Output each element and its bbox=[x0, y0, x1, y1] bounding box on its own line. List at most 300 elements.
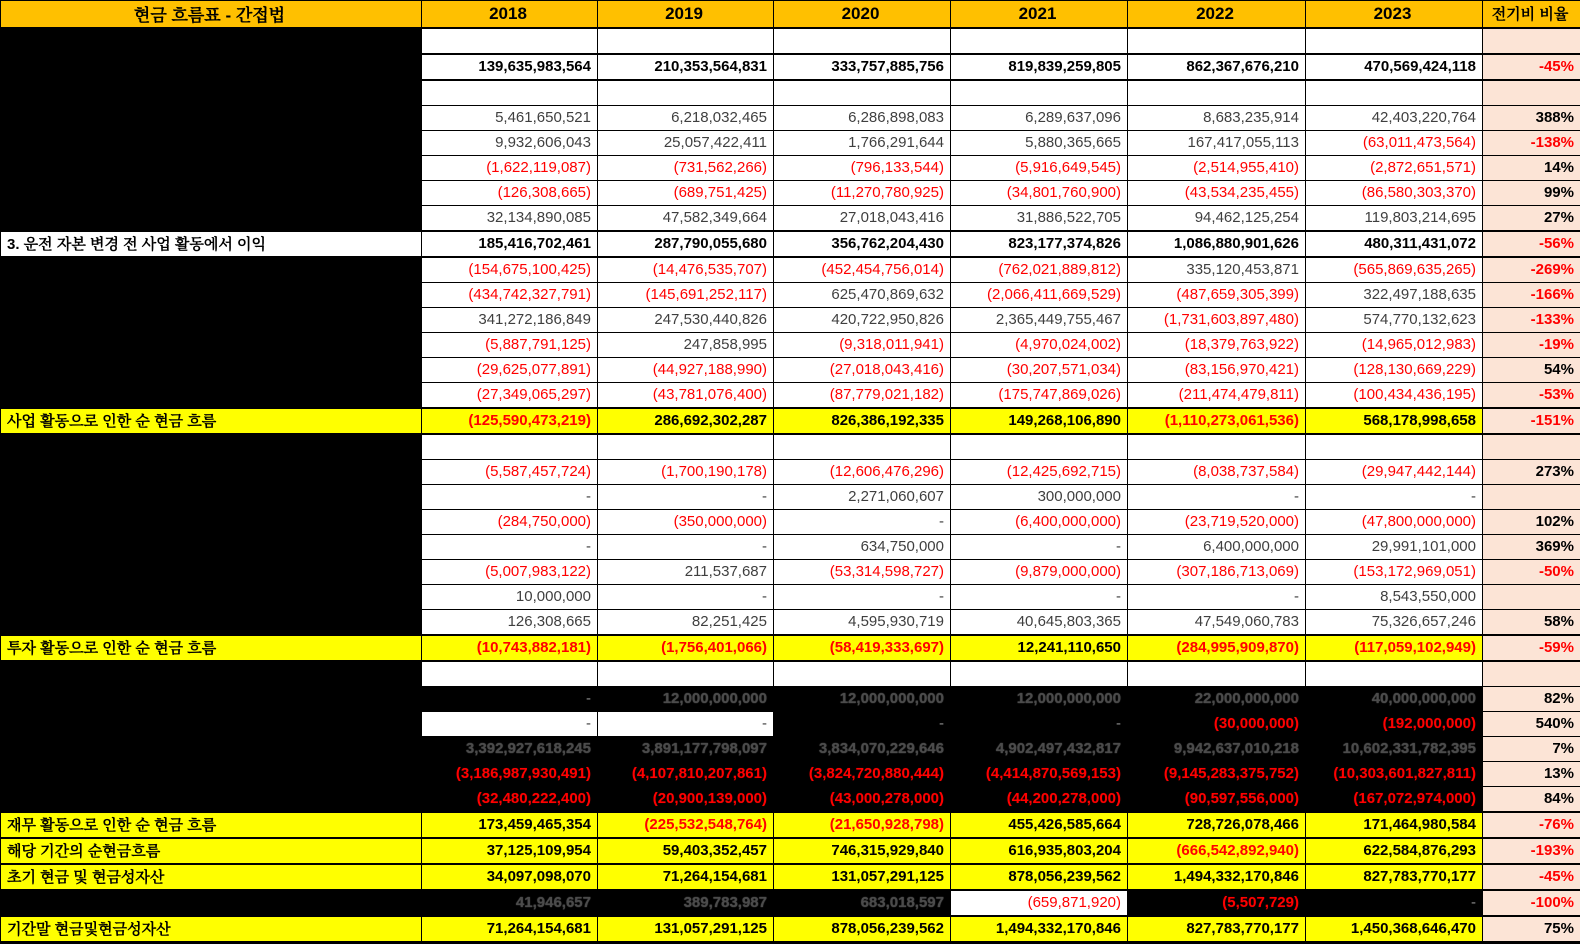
cell-2019[interactable] bbox=[598, 434, 774, 460]
cell-2023[interactable]: (153,172,969,051) bbox=[1306, 559, 1483, 584]
row-label[interactable] bbox=[1, 786, 422, 812]
cell-2023[interactable]: 574,770,132,623 bbox=[1306, 307, 1483, 332]
cell-2021[interactable]: 300,000,000 bbox=[951, 484, 1128, 509]
cell-2022[interactable]: 1,494,332,170,846 bbox=[1128, 864, 1306, 890]
row-label[interactable] bbox=[1, 54, 422, 80]
cell-2019[interactable]: 6,218,032,465 bbox=[598, 105, 774, 130]
cell-2021[interactable]: (34,801,760,900) bbox=[951, 180, 1128, 205]
cell-2022[interactable]: 6,400,000,000 bbox=[1128, 534, 1306, 559]
cell-2023[interactable]: 622,584,876,293 bbox=[1306, 838, 1483, 864]
cell-2021[interactable]: (4,414,870,569,153) bbox=[951, 761, 1128, 786]
cell-2018[interactable]: 3,392,927,618,245 bbox=[422, 736, 598, 761]
cell-2018[interactable]: 10,000,000 bbox=[422, 584, 598, 609]
cell-2023[interactable]: 8,543,550,000 bbox=[1306, 584, 1483, 609]
cell-2022[interactable]: 22,000,000,000 bbox=[1128, 686, 1306, 711]
cell-2020[interactable]: 4,595,930,719 bbox=[774, 609, 951, 635]
row-label[interactable] bbox=[1, 180, 422, 205]
cell-2022[interactable]: (43,534,235,455) bbox=[1128, 180, 1306, 205]
ratio-cell[interactable]: 540% bbox=[1483, 711, 1580, 736]
table-row bbox=[1, 382, 1580, 408]
cell-2018[interactable]: 34,097,098,070 bbox=[422, 864, 598, 890]
cell-2020[interactable]: 634,750,000 bbox=[774, 534, 951, 559]
cell-2019[interactable]: 12,000,000,000 bbox=[598, 686, 774, 711]
cell-2019[interactable]: (20,900,139,000) bbox=[598, 786, 774, 812]
row-label[interactable] bbox=[1, 434, 422, 460]
cell-2022[interactable]: (5,507,729) bbox=[1128, 890, 1306, 916]
year-header-2021[interactable]: 2021 bbox=[951, 1, 1128, 28]
cell-2018[interactable]: 126,308,665 bbox=[422, 609, 598, 635]
cell-2019[interactable]: 71,264,154,681 bbox=[598, 864, 774, 890]
ratio-cell[interactable]: 14% bbox=[1483, 155, 1580, 180]
row-label[interactable]: 재무 활동으로 인한 순 현금 흐름 bbox=[1, 812, 422, 838]
cell-2022[interactable]: 8,683,235,914 bbox=[1128, 105, 1306, 130]
cell-2020[interactable]: 6,286,898,083 bbox=[774, 105, 951, 130]
cell-2021[interactable]: (30,207,571,034) bbox=[951, 357, 1128, 382]
cell-2022[interactable]: (487,659,305,399) bbox=[1128, 282, 1306, 307]
cell-2021[interactable]: (659,871,920) bbox=[951, 890, 1128, 916]
cell-2018[interactable]: 41,946,657 bbox=[422, 890, 598, 916]
cell-2018[interactable]: 341,272,186,849 bbox=[422, 307, 598, 332]
ratio-cell[interactable]: -59% bbox=[1483, 635, 1580, 661]
cell-2019[interactable]: 82,251,425 bbox=[598, 609, 774, 635]
cell-2020[interactable]: - bbox=[774, 584, 951, 609]
cell-2018[interactable] bbox=[422, 80, 598, 106]
cell-2019[interactable] bbox=[598, 28, 774, 54]
cell-2018[interactable]: 37,125,109,954 bbox=[422, 838, 598, 864]
cell-2020[interactable]: (9,318,011,941) bbox=[774, 332, 951, 357]
cell-2023[interactable]: 568,178,998,658 bbox=[1306, 408, 1483, 434]
cell-2021[interactable]: 12,000,000,000 bbox=[951, 686, 1128, 711]
cell-2020[interactable]: (11,270,780,925) bbox=[774, 180, 951, 205]
cell-2020[interactable] bbox=[774, 434, 951, 460]
cell-2019[interactable]: 59,403,352,457 bbox=[598, 838, 774, 864]
cell-2023[interactable]: (29,947,442,144) bbox=[1306, 459, 1483, 484]
cell-2022[interactable]: - bbox=[1128, 584, 1306, 609]
cell-2022[interactable]: (1,731,603,897,480) bbox=[1128, 307, 1306, 332]
cell-2019[interactable]: (145,691,252,117) bbox=[598, 282, 774, 307]
cell-2022[interactable]: (2,514,955,410) bbox=[1128, 155, 1306, 180]
cell-2020[interactable]: 2,271,060,607 bbox=[774, 484, 951, 509]
cell-2020[interactable]: (27,018,043,416) bbox=[774, 357, 951, 382]
cell-2018[interactable]: (5,887,791,125) bbox=[422, 332, 598, 357]
cell-2020[interactable]: 333,757,885,756 bbox=[774, 54, 951, 80]
cell-2021[interactable]: 823,177,374,826 bbox=[951, 231, 1128, 257]
cell-2018[interactable]: (29,625,077,891) bbox=[422, 357, 598, 382]
ratio-cell[interactable]: 84% bbox=[1483, 786, 1580, 812]
row-label[interactable] bbox=[1, 459, 422, 484]
cell-2023[interactable]: (128,130,669,229) bbox=[1306, 357, 1483, 382]
ratio-cell[interactable]: -193% bbox=[1483, 838, 1580, 864]
cell-2020[interactable]: (21,650,928,798) bbox=[774, 812, 951, 838]
ratio-cell[interactable]: -151% bbox=[1483, 408, 1580, 434]
cell-2021[interactable]: (6,400,000,000) bbox=[951, 509, 1128, 534]
row-label[interactable] bbox=[1, 28, 422, 54]
cell-2023[interactable]: 322,497,188,635 bbox=[1306, 282, 1483, 307]
cell-2023[interactable] bbox=[1306, 28, 1483, 54]
cell-2019[interactable]: 211,537,687 bbox=[598, 559, 774, 584]
row-label[interactable] bbox=[1, 307, 422, 332]
cell-2018[interactable]: (32,480,222,400) bbox=[422, 786, 598, 812]
cell-2023[interactable]: (2,872,651,571) bbox=[1306, 155, 1483, 180]
cell-2020[interactable]: 131,057,291,125 bbox=[774, 864, 951, 890]
cell-2022[interactable]: (18,379,763,922) bbox=[1128, 332, 1306, 357]
cell-2018[interactable]: (3,186,987,930,491) bbox=[422, 761, 598, 786]
cell-2022[interactable]: 47,549,060,783 bbox=[1128, 609, 1306, 635]
ratio-cell[interactable]: 102% bbox=[1483, 509, 1580, 534]
cell-2018[interactable] bbox=[422, 434, 598, 460]
cell-2019[interactable]: (1,756,401,066) bbox=[598, 635, 774, 661]
cell-2019[interactable]: 47,582,349,664 bbox=[598, 205, 774, 231]
cell-2021[interactable]: 2,365,449,755,467 bbox=[951, 307, 1128, 332]
row-label[interactable]: 기간말 현금및현금성자산 bbox=[1, 916, 422, 943]
cell-2023[interactable]: 42,403,220,764 bbox=[1306, 105, 1483, 130]
cell-2022[interactable]: (8,038,737,584) bbox=[1128, 459, 1306, 484]
cell-2023[interactable]: 1,450,368,646,470 bbox=[1306, 916, 1483, 943]
cell-2022[interactable]: 94,462,125,254 bbox=[1128, 205, 1306, 231]
cell-2021[interactable]: 819,839,259,805 bbox=[951, 54, 1128, 80]
cell-2020[interactable] bbox=[774, 28, 951, 54]
cell-2018[interactable]: (126,308,665) bbox=[422, 180, 598, 205]
cell-2023[interactable]: 171,464,980,584 bbox=[1306, 812, 1483, 838]
cell-2018[interactable]: (125,590,473,219) bbox=[422, 408, 598, 434]
ratio-cell[interactable]: 82% bbox=[1483, 686, 1580, 711]
cell-2018[interactable]: 185,416,702,461 bbox=[422, 231, 598, 257]
ratio-cell[interactable]: -100% bbox=[1483, 890, 1580, 916]
row-label[interactable] bbox=[1, 761, 422, 786]
cell-2023[interactable]: 75,326,657,246 bbox=[1306, 609, 1483, 635]
cell-2021[interactable]: 5,880,365,665 bbox=[951, 130, 1128, 155]
ratio-cell[interactable]: -166% bbox=[1483, 282, 1580, 307]
cell-2019[interactable]: (225,532,548,764) bbox=[598, 812, 774, 838]
cell-2018[interactable]: (284,750,000) bbox=[422, 509, 598, 534]
cell-2023[interactable]: - bbox=[1306, 890, 1483, 916]
cell-2023[interactable]: (565,869,635,265) bbox=[1306, 257, 1483, 283]
cell-2021[interactable]: - bbox=[951, 711, 1128, 736]
cell-2022[interactable]: 827,783,770,177 bbox=[1128, 916, 1306, 943]
cell-2019[interactable]: 247,858,995 bbox=[598, 332, 774, 357]
cell-2021[interactable]: 40,645,803,365 bbox=[951, 609, 1128, 635]
cell-2019[interactable] bbox=[598, 80, 774, 106]
row-label[interactable]: 사업 활동으로 인한 순 현금 흐름 bbox=[1, 408, 422, 434]
cell-2020[interactable]: (58,419,333,697) bbox=[774, 635, 951, 661]
ratio-cell[interactable]: 7% bbox=[1483, 736, 1580, 761]
row-label[interactable] bbox=[1, 609, 422, 635]
row-label[interactable] bbox=[1, 686, 422, 711]
cell-2018[interactable]: 173,459,465,354 bbox=[422, 812, 598, 838]
row-label[interactable]: 투자 활동으로 인한 순 현금 흐름 bbox=[1, 635, 422, 661]
cell-2021[interactable] bbox=[951, 28, 1128, 54]
row-label[interactable] bbox=[1, 584, 422, 609]
row-label[interactable] bbox=[1, 509, 422, 534]
ratio-cell[interactable] bbox=[1483, 584, 1580, 609]
cell-2018[interactable]: 32,134,890,085 bbox=[422, 205, 598, 231]
cell-2020[interactable]: (3,824,720,880,444) bbox=[774, 761, 951, 786]
row-label[interactable] bbox=[1, 559, 422, 584]
cell-2022[interactable]: (90,597,556,000) bbox=[1128, 786, 1306, 812]
cell-2018[interactable]: (27,349,065,297) bbox=[422, 382, 598, 408]
cell-2020[interactable]: 27,018,043,416 bbox=[774, 205, 951, 231]
cell-2020[interactable]: 1,766,291,644 bbox=[774, 130, 951, 155]
cell-2020[interactable]: 3,834,070,229,646 bbox=[774, 736, 951, 761]
row-label[interactable]: 3. 운전 자본 변경 전 사업 활동에서 이익 bbox=[1, 231, 422, 257]
cell-2019[interactable]: 389,783,987 bbox=[598, 890, 774, 916]
ratio-cell[interactable]: 369% bbox=[1483, 534, 1580, 559]
cell-2018[interactable]: 9,932,606,043 bbox=[422, 130, 598, 155]
cell-2018[interactable]: 5,461,650,521 bbox=[422, 105, 598, 130]
cell-2018[interactable]: (1,622,119,087) bbox=[422, 155, 598, 180]
cell-2022[interactable]: (1,110,273,061,536) bbox=[1128, 408, 1306, 434]
year-header-2019[interactable]: 2019 bbox=[598, 1, 774, 28]
cell-2021[interactable]: 455,426,585,664 bbox=[951, 812, 1128, 838]
cell-2021[interactable]: (5,916,649,545) bbox=[951, 155, 1128, 180]
cell-2020[interactable]: 826,386,192,335 bbox=[774, 408, 951, 434]
header-row bbox=[1, 1, 1580, 28]
table-row bbox=[1, 54, 1580, 80]
cell-2018[interactable]: (154,675,100,425) bbox=[422, 257, 598, 283]
cell-2020[interactable]: 12,000,000,000 bbox=[774, 686, 951, 711]
cell-2020[interactable]: (452,454,756,014) bbox=[774, 257, 951, 283]
ratio-cell[interactable] bbox=[1483, 80, 1580, 106]
cell-2018[interactable]: (5,007,983,122) bbox=[422, 559, 598, 584]
cell-2019[interactable]: - bbox=[598, 711, 774, 736]
row-label[interactable] bbox=[1, 661, 422, 687]
cell-2019[interactable]: (43,781,076,400) bbox=[598, 382, 774, 408]
cell-2021[interactable]: 4,902,497,432,817 bbox=[951, 736, 1128, 761]
row-label[interactable] bbox=[1, 282, 422, 307]
cell-2021[interactable]: 31,886,522,705 bbox=[951, 205, 1128, 231]
cell-2021[interactable]: (2,066,411,669,529) bbox=[951, 282, 1128, 307]
cell-2019[interactable]: (1,700,190,178) bbox=[598, 459, 774, 484]
cell-2023[interactable] bbox=[1306, 80, 1483, 106]
cell-2022[interactable]: (9,145,283,375,752) bbox=[1128, 761, 1306, 786]
cell-2021[interactable]: (4,970,024,002) bbox=[951, 332, 1128, 357]
cell-2020[interactable] bbox=[774, 80, 951, 106]
ratio-cell[interactable]: 388% bbox=[1483, 105, 1580, 130]
row-label[interactable] bbox=[1, 257, 422, 283]
cell-2021[interactable]: (44,200,278,000) bbox=[951, 786, 1128, 812]
cell-2019[interactable]: (14,476,535,707) bbox=[598, 257, 774, 283]
cell-2022[interactable]: 862,367,676,210 bbox=[1128, 54, 1306, 80]
cell-2019[interactable]: (44,927,188,990) bbox=[598, 357, 774, 382]
cell-2018[interactable]: (10,743,882,181) bbox=[422, 635, 598, 661]
cell-2020[interactable]: (43,000,278,000) bbox=[774, 786, 951, 812]
cell-2020[interactable] bbox=[774, 661, 951, 687]
cell-2023[interactable]: (10,303,601,827,811) bbox=[1306, 761, 1483, 786]
ratio-cell[interactable]: 273% bbox=[1483, 459, 1580, 484]
cell-2020[interactable]: 746,315,929,840 bbox=[774, 838, 951, 864]
row-label[interactable] bbox=[1, 484, 422, 509]
row-label[interactable] bbox=[1, 155, 422, 180]
cell-2019[interactable]: (689,751,425) bbox=[598, 180, 774, 205]
row-label[interactable] bbox=[1, 736, 422, 761]
ratio-cell[interactable]: -56% bbox=[1483, 231, 1580, 257]
row-label[interactable] bbox=[1, 382, 422, 408]
cell-2019[interactable]: 25,057,422,411 bbox=[598, 130, 774, 155]
cell-2020[interactable]: (87,779,021,182) bbox=[774, 382, 951, 408]
year-header-2018[interactable]: 2018 bbox=[422, 1, 598, 28]
row-label[interactable]: 초기 현금 및 현금성자산 bbox=[1, 864, 422, 890]
cell-2019[interactable]: 287,790,055,680 bbox=[598, 231, 774, 257]
ratio-cell[interactable]: -45% bbox=[1483, 54, 1580, 80]
cell-2020[interactable]: - bbox=[774, 711, 951, 736]
cell-2022[interactable] bbox=[1128, 80, 1306, 106]
row-label[interactable] bbox=[1, 890, 422, 916]
cell-2019[interactable]: 247,530,440,826 bbox=[598, 307, 774, 332]
cell-2023[interactable]: 10,602,331,782,395 bbox=[1306, 736, 1483, 761]
cell-2018[interactable]: - bbox=[422, 686, 598, 711]
cell-2023[interactable] bbox=[1306, 434, 1483, 460]
cell-2021[interactable] bbox=[951, 434, 1128, 460]
cell-2021[interactable]: 1,494,332,170,846 bbox=[951, 916, 1128, 943]
cell-2021[interactable] bbox=[951, 80, 1128, 106]
cell-2019[interactable]: (731,562,266) bbox=[598, 155, 774, 180]
row-label[interactable] bbox=[1, 205, 422, 231]
cell-2020[interactable]: (12,606,476,296) bbox=[774, 459, 951, 484]
cell-2023[interactable]: (192,000,000) bbox=[1306, 711, 1483, 736]
ratio-cell[interactable]: -53% bbox=[1483, 382, 1580, 408]
cell-2023[interactable]: 119,803,214,695 bbox=[1306, 205, 1483, 231]
ratio-cell[interactable]: -269% bbox=[1483, 257, 1580, 283]
row-label[interactable] bbox=[1, 711, 422, 736]
ratio-cell[interactable]: 54% bbox=[1483, 357, 1580, 382]
row-label[interactable] bbox=[1, 357, 422, 382]
row-label[interactable]: 해당 기간의 순현금흐름 bbox=[1, 838, 422, 864]
row-label[interactable] bbox=[1, 534, 422, 559]
cell-2023[interactable] bbox=[1306, 661, 1483, 687]
year-header-2022[interactable]: 2022 bbox=[1128, 1, 1306, 28]
cell-2022[interactable]: (211,474,479,811) bbox=[1128, 382, 1306, 408]
cell-2019[interactable]: (350,000,000) bbox=[598, 509, 774, 534]
cell-2020[interactable]: 625,470,869,632 bbox=[774, 282, 951, 307]
table-row bbox=[1, 484, 1580, 509]
cell-2023[interactable]: 480,311,431,072 bbox=[1306, 231, 1483, 257]
cell-2020[interactable]: (796,133,544) bbox=[774, 155, 951, 180]
cell-2018[interactable] bbox=[422, 661, 598, 687]
ratio-cell[interactable]: -19% bbox=[1483, 332, 1580, 357]
ratio-cell[interactable]: -50% bbox=[1483, 559, 1580, 584]
cell-2022[interactable] bbox=[1128, 28, 1306, 54]
cell-2021[interactable]: 616,935,803,204 bbox=[951, 838, 1128, 864]
row-label[interactable] bbox=[1, 80, 422, 106]
table-row bbox=[1, 686, 1580, 711]
cell-2023[interactable]: (167,072,974,000) bbox=[1306, 786, 1483, 812]
cell-2019[interactable] bbox=[598, 661, 774, 687]
cell-2018[interactable]: - bbox=[422, 711, 598, 736]
cell-2021[interactable]: 12,241,110,650 bbox=[951, 635, 1128, 661]
year-header-2023[interactable]: 2023 bbox=[1306, 1, 1483, 28]
cell-2018[interactable]: - bbox=[422, 534, 598, 559]
cell-2021[interactable] bbox=[951, 661, 1128, 687]
ratio-cell[interactable]: -133% bbox=[1483, 307, 1580, 332]
cell-2019[interactable]: 286,692,302,287 bbox=[598, 408, 774, 434]
cell-2023[interactable]: - bbox=[1306, 484, 1483, 509]
cell-2019[interactable]: - bbox=[598, 484, 774, 509]
cell-2022[interactable]: 167,417,055,113 bbox=[1128, 130, 1306, 155]
cell-2019[interactable]: 210,353,564,831 bbox=[598, 54, 774, 80]
cell-2023[interactable]: 29,991,101,000 bbox=[1306, 534, 1483, 559]
table-row bbox=[1, 332, 1580, 357]
cell-2021[interactable]: (9,879,000,000) bbox=[951, 559, 1128, 584]
ratio-cell[interactable] bbox=[1483, 484, 1580, 509]
cell-2020[interactable]: 878,056,239,562 bbox=[774, 916, 951, 943]
cell-2020[interactable]: - bbox=[774, 509, 951, 534]
cell-2018[interactable]: 71,264,154,681 bbox=[422, 916, 598, 943]
cell-2021[interactable]: 6,289,637,096 bbox=[951, 105, 1128, 130]
row-label[interactable] bbox=[1, 332, 422, 357]
cell-2023[interactable]: (63,011,473,564) bbox=[1306, 130, 1483, 155]
cell-2023[interactable]: (100,434,436,195) bbox=[1306, 382, 1483, 408]
ratio-cell[interactable] bbox=[1483, 661, 1580, 687]
cell-2023[interactable]: (117,059,102,949) bbox=[1306, 635, 1483, 661]
cell-2022[interactable]: (307,186,713,069) bbox=[1128, 559, 1306, 584]
cell-2023[interactable]: (86,580,303,370) bbox=[1306, 180, 1483, 205]
year-header-2020[interactable]: 2020 bbox=[774, 1, 951, 28]
cell-2018[interactable] bbox=[422, 28, 598, 54]
cell-2020[interactable]: 356,762,204,430 bbox=[774, 231, 951, 257]
cell-2022[interactable]: (30,000,000) bbox=[1128, 711, 1306, 736]
ratio-cell[interactable] bbox=[1483, 434, 1580, 460]
cell-2023[interactable]: 470,569,424,118 bbox=[1306, 54, 1483, 80]
cell-2022[interactable]: (666,542,892,940) bbox=[1128, 838, 1306, 864]
cell-2018[interactable]: - bbox=[422, 484, 598, 509]
cell-2021[interactable]: 878,056,239,562 bbox=[951, 864, 1128, 890]
cell-2018[interactable]: (5,587,457,724) bbox=[422, 459, 598, 484]
cell-2019[interactable]: - bbox=[598, 584, 774, 609]
cell-2022[interactable]: (83,156,970,421) bbox=[1128, 357, 1306, 382]
cell-2020[interactable]: (53,314,598,727) bbox=[774, 559, 951, 584]
cell-2022[interactable]: (23,719,520,000) bbox=[1128, 509, 1306, 534]
cell-2022[interactable]: 1,086,880,901,626 bbox=[1128, 231, 1306, 257]
cell-2020[interactable]: 420,722,950,826 bbox=[774, 307, 951, 332]
cell-2020[interactable]: 683,018,597 bbox=[774, 890, 951, 916]
ratio-cell[interactable]: -138% bbox=[1483, 130, 1580, 155]
cell-2023[interactable]: 827,783,770,177 bbox=[1306, 864, 1483, 890]
cell-2023[interactable]: (47,800,000,000) bbox=[1306, 509, 1483, 534]
ratio-cell[interactable]: -76% bbox=[1483, 812, 1580, 838]
cell-2019[interactable]: 3,891,177,798,097 bbox=[598, 736, 774, 761]
ratio-cell[interactable]: 58% bbox=[1483, 609, 1580, 635]
ratio-cell[interactable]: 13% bbox=[1483, 761, 1580, 786]
cell-2022[interactable]: (284,995,909,870) bbox=[1128, 635, 1306, 661]
cell-2021[interactable]: (762,021,889,812) bbox=[951, 257, 1128, 283]
cell-2022[interactable]: 9,942,637,010,218 bbox=[1128, 736, 1306, 761]
cell-2022[interactable]: 728,726,078,466 bbox=[1128, 812, 1306, 838]
cell-2021[interactable]: 149,268,106,890 bbox=[951, 408, 1128, 434]
ratio-cell[interactable] bbox=[1483, 28, 1580, 54]
cell-2021[interactable]: - bbox=[951, 584, 1128, 609]
cell-2023[interactable]: 40,000,000,000 bbox=[1306, 686, 1483, 711]
cell-2022[interactable] bbox=[1128, 661, 1306, 687]
cell-2021[interactable]: (12,425,692,715) bbox=[951, 459, 1128, 484]
row-label[interactable] bbox=[1, 130, 422, 155]
ratio-cell[interactable]: 75% bbox=[1483, 916, 1580, 943]
cell-2019[interactable]: 131,057,291,125 bbox=[598, 916, 774, 943]
cell-2019[interactable]: - bbox=[598, 534, 774, 559]
cell-2022[interactable]: 335,120,453,871 bbox=[1128, 257, 1306, 283]
ratio-cell[interactable]: 27% bbox=[1483, 205, 1580, 231]
ratio-cell[interactable]: 99% bbox=[1483, 180, 1580, 205]
cell-2021[interactable]: - bbox=[951, 534, 1128, 559]
ratio-cell[interactable]: -45% bbox=[1483, 864, 1580, 890]
cell-2023[interactable]: (14,965,012,983) bbox=[1306, 332, 1483, 357]
cell-2018[interactable]: (434,742,327,791) bbox=[422, 282, 598, 307]
cell-2022[interactable] bbox=[1128, 434, 1306, 460]
cell-2021[interactable]: (175,747,869,026) bbox=[951, 382, 1128, 408]
row-label[interactable] bbox=[1, 105, 422, 130]
cell-2022[interactable]: - bbox=[1128, 484, 1306, 509]
cell-2018[interactable]: 139,635,983,564 bbox=[422, 54, 598, 80]
cell-2019[interactable]: (4,107,810,207,861) bbox=[598, 761, 774, 786]
